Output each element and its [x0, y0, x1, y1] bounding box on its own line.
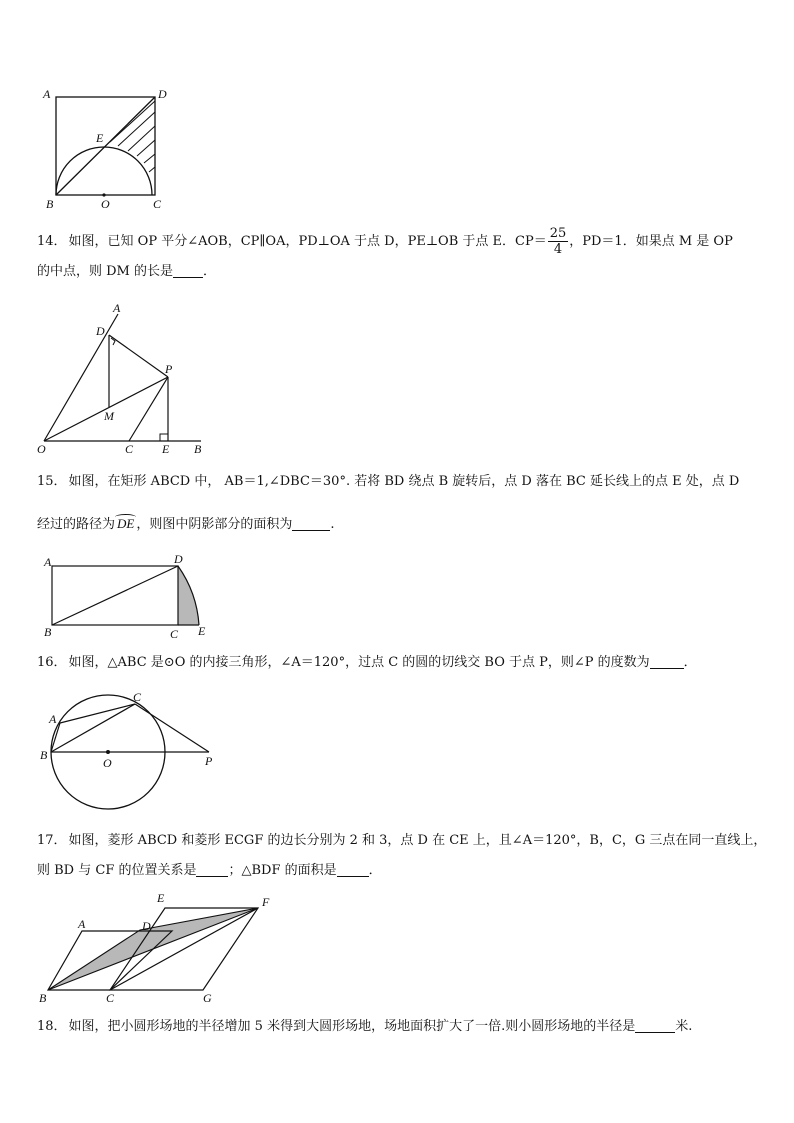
- answer-blank[interactable]: [635, 1018, 675, 1033]
- svg-text:E: E: [157, 891, 165, 905]
- question-15: [37, 467, 759, 540]
- question-14: [37, 226, 759, 287]
- label-c: C: [153, 197, 162, 211]
- semicircle-arc: [56, 147, 152, 195]
- shaded-region: [178, 566, 199, 625]
- svg-text:C: C: [125, 442, 134, 456]
- svg-text:F: F: [262, 895, 270, 909]
- question-14-line-2: 的中点，则 DM 的长是 ．: [37, 264, 217, 279]
- svg-text:B: B: [44, 625, 52, 639]
- svg-text:B: B: [40, 748, 48, 762]
- answer-blank-2[interactable]: [337, 862, 369, 877]
- svg-text:A: A: [44, 555, 52, 569]
- svg-text:C: C: [133, 690, 142, 704]
- svg-text:O: O: [103, 756, 112, 770]
- figure-circle-tangent: [40, 690, 220, 815]
- question-17-line-1: 17． 如图，菱形 ABCD 和菱形 ECGF 的边长分别为 2 和 3，点 D 在 CE 上，且∠A＝120°，B，C，G 三点在同一直线上，: [37, 833, 767, 848]
- figure-circle-tangent-svg: [40, 690, 220, 815]
- figure-angle-bisector: [35, 298, 215, 458]
- question-17-line-2: 则 BD 与 CF 的位置关系是 ；△BDF 的面积是 ．: [37, 863, 382, 878]
- question-17: [37, 826, 767, 886]
- figure-angle-bisector-svg: [35, 298, 215, 458]
- answer-blank[interactable]: [173, 263, 203, 278]
- svg-text:B: B: [39, 991, 47, 1005]
- figure-rhombuses-svg: [36, 888, 276, 1008]
- svg-text:D: D: [142, 919, 151, 933]
- hatch-lines: [110, 101, 155, 172]
- svg-text:M: M: [104, 409, 114, 423]
- answer-blank-1[interactable]: [196, 862, 228, 877]
- svg-text:C: C: [106, 991, 115, 1005]
- figure-square-semicircle: [40, 82, 180, 212]
- arc-mark-icon: [115, 514, 136, 520]
- figure-square-semicircle-svg: [40, 82, 180, 212]
- question-15-line-1: 15． 如图，在矩形 ABCD 中， AB＝1,∠DBC＝30°. 若将 BD 绕点 B 旋转后，点 D 落在 BC 延长线上的点 E 处，点 D: [37, 474, 740, 489]
- svg-text:G: G: [203, 991, 212, 1005]
- label-o: O: [101, 197, 110, 211]
- question-16-line-1: 16． 如图，△ABC 是⊙O 的内接三角形，∠A＝120°，过点 C 的圆的切线交 BO 于点 P，则∠P 的度数为 ．: [37, 655, 697, 670]
- diagonal-bd: [56, 97, 155, 195]
- svg-text:P: P: [205, 754, 213, 768]
- svg-text:E: E: [198, 624, 206, 638]
- svg-text:E: E: [162, 442, 170, 456]
- label-d: D: [158, 87, 167, 101]
- figure-rectangle-rotation: [38, 550, 218, 645]
- question-18: [37, 1012, 759, 1042]
- svg-text:A: A: [113, 301, 121, 315]
- question-number: 14．: [37, 234, 67, 249]
- question-15-line-2: 经过的路径为 DE ，则图中阴影部分的面积为 .: [37, 509, 759, 540]
- fraction: $\frac{25}{4}$: [549, 226, 567, 257]
- figure-rectangle-rotation-svg: [38, 550, 218, 645]
- svg-text:D: D: [174, 552, 183, 566]
- label-a: A: [43, 87, 51, 101]
- svg-text:P: P: [165, 362, 173, 376]
- arc-de: DE: [117, 516, 135, 531]
- question-18-line-1: 18． 如图，把小圆形场地的半径增加 5 米得到大圆形场地，场地面积扩大了一倍.则小圆形场地的半径是 米.: [37, 1019, 693, 1034]
- question-16: [37, 648, 759, 678]
- svg-text:A: A: [49, 712, 57, 726]
- figure-rhombuses: [36, 888, 276, 1008]
- svg-text:B: B: [194, 442, 202, 456]
- question-14-line-1: 14． 如图，已知 OP 平分∠AOB，CP∥OA，PD⊥OA 于点 D，PE⊥OB 于点 E．CP＝ $\frac{25}{4}$ ，PD＝1．如果点 M 是 OP: [37, 226, 733, 257]
- svg-text:O: O: [37, 442, 46, 456]
- svg-text:D: D: [96, 324, 105, 338]
- svg-text:C: C: [170, 627, 179, 641]
- label-e: E: [96, 131, 104, 145]
- label-b: B: [46, 197, 54, 211]
- answer-blank[interactable]: [650, 654, 684, 669]
- svg-text:A: A: [78, 917, 86, 931]
- answer-blank[interactable]: [292, 516, 330, 531]
